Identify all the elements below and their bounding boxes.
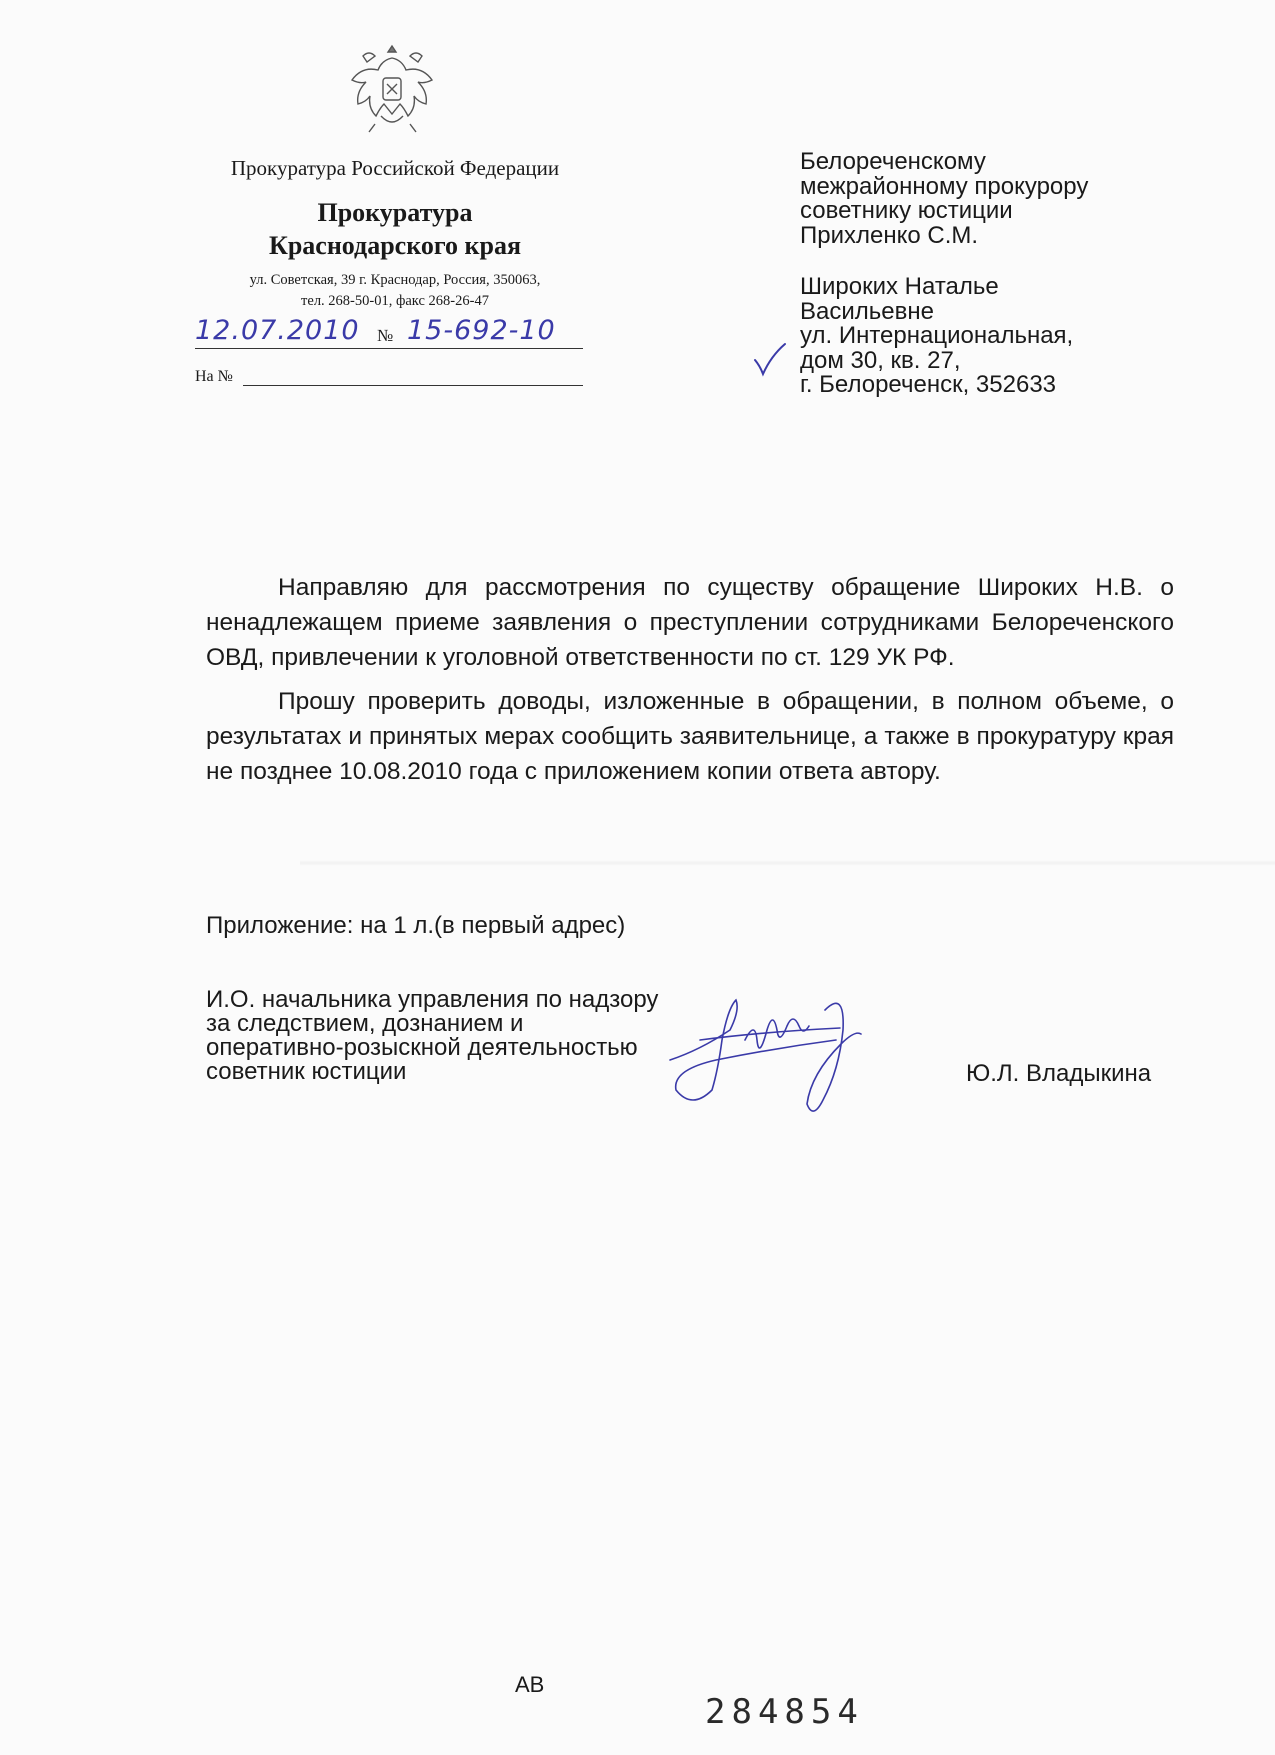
recipient2-line2: Васильевне: [800, 297, 934, 325]
signer-line1: И.О. начальника управления по надзору: [206, 986, 659, 1013]
org-country: Прокуратура Российской Федерации: [230, 156, 560, 180]
signer-position: [206, 988, 658, 1084]
org-name-line2: Краснодарского края: [268, 231, 522, 260]
footer-code: АВ: [515, 1672, 545, 1697]
footer-serial-number: 284854: [705, 1692, 864, 1732]
recipient1-line4: Прихленко С.М.: [800, 221, 979, 249]
letter-body: [206, 570, 1174, 798]
double-headed-eagle-icon: [345, 38, 440, 138]
address-line2: тел. 268-50-01, факс 268-26-47: [301, 293, 489, 309]
recipient2-line4: дом 30, кв. 27,: [800, 346, 961, 374]
registration-number: 15-692-10: [407, 315, 556, 346]
recipient2-line5: г. Белореченск, 352633: [800, 371, 1057, 398]
signer-line3: оперативно-розыскной деятельностью: [206, 1034, 638, 1061]
recipient1-line1: Белореченскому: [800, 148, 986, 175]
org-name-line1: Прокуратура: [317, 198, 473, 227]
appendix-line: Приложение: на 1 л.(в первый адрес): [206, 912, 626, 939]
reference-label: На №: [195, 368, 233, 385]
handwritten-signature: [660, 980, 920, 1130]
registration-underline: [195, 348, 583, 349]
recipient-prosecutor: [800, 150, 1088, 248]
recipient1-line2: межрайонному прокурору: [800, 172, 1089, 200]
org-name: [175, 196, 615, 262]
org-address: [175, 270, 615, 312]
recipient2-line3: ул. Интернациональная,: [800, 322, 1074, 349]
recipient2-line1: Широких Наталье: [800, 273, 999, 300]
registration-line: [195, 310, 583, 350]
address-line1: ул. Советская, 39 г. Краснодар, Россия, 350063,: [249, 272, 541, 288]
checkmark-icon: [752, 340, 788, 378]
registration-number-label: №: [377, 326, 394, 345]
signer-line2: за следствием, дознанием и: [206, 1010, 524, 1037]
recipient-applicant: [800, 275, 1073, 398]
body-paragraph-2: Прошу проверить доводы, изложенные в обращении, в полном объеме, о результатах и принятых мерах сообщить заявительнице, а также в прокуратуру края не позднее 10.08.2010 года с приложением копии ответа автору.: [206, 688, 1174, 785]
paper-fold: [300, 860, 1275, 866]
signer-line4: советник юстиции: [206, 1058, 407, 1085]
signer-name: Ю.Л. Владыкина: [966, 1060, 1152, 1087]
registration-date: 12.07.2010: [195, 315, 360, 346]
reference-line: [195, 364, 583, 388]
recipient1-line3: советнику юстиции: [800, 197, 1013, 224]
body-paragraph-1: Направляю для рассмотрения по существу обращение Широких Н.В. о ненадлежащем приеме заявления о преступлении сотрудниками Белореченского ОВД, привлечении к уголовной ответственности по ст. 129 УК РФ.: [206, 574, 1174, 671]
reference-underline: [243, 385, 583, 386]
